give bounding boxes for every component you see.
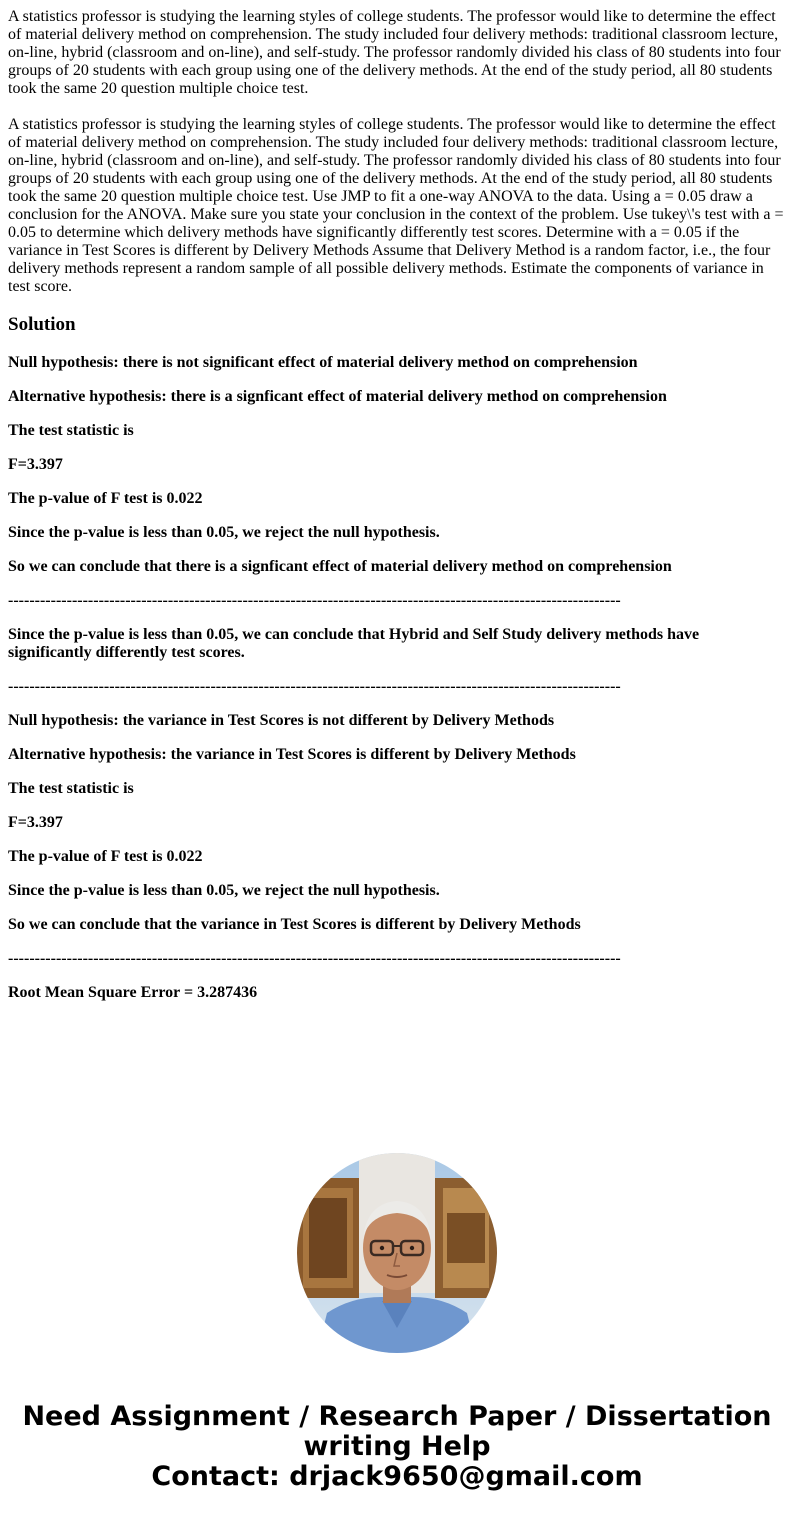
footer-line-1: Need Assignment / Research Paper / Dissertation xyxy=(22,1401,772,1432)
solution-heading: Solution xyxy=(8,314,76,335)
rmse-result: Root Mean Square Error = 3.287436 xyxy=(8,984,258,1001)
separator-3: ------------------------------------------------------------------------------------------------------------------- xyxy=(8,950,621,967)
part3-null-hypothesis: Null hypothesis: the variance in Test Scores is not different by Delivery Methods xyxy=(8,712,555,729)
part1-conclusion: So we can conclude that there is a signficant effect of material delivery method on comprehension xyxy=(8,558,672,575)
part1-alt-hypothesis: Alternative hypothesis: there is a signficant effect of material delivery method on comprehension xyxy=(8,388,667,405)
part1-pvalue: The p-value of F test is 0.022 xyxy=(8,490,203,507)
tutor-avatar xyxy=(297,1153,497,1353)
part1-stat-label: The test statistic is xyxy=(8,422,134,439)
tutor-portrait-image xyxy=(297,1153,497,1353)
part1-null-hypothesis: Null hypothesis: there is not significant effect of material delivery method on comprehension xyxy=(8,354,638,371)
separator-1: ------------------------------------------------------------------------------------------------------------------- xyxy=(8,592,621,609)
part3-stat-value: F=3.397 xyxy=(8,814,63,831)
part1-stat-value: F=3.397 xyxy=(8,456,63,473)
part2-conclusion: Since the p-value is less than 0.05, we can conclude that Hybrid and Self Study delivery methods have significantly differently test scores. xyxy=(8,626,700,661)
part3-conclusion: So we can conclude that the variance in Test Scores is different by Delivery Methods xyxy=(8,916,581,933)
part3-alt-hypothesis: Alternative hypothesis: the variance in Test Scores is different by Delivery Methods xyxy=(8,746,576,763)
solution-body xyxy=(8,354,786,1002)
part1-decision: Since the p-value is less than 0.05, we reject the null hypothesis. xyxy=(8,524,440,541)
part3-decision: Since the p-value is less than 0.05, we reject the null hypothesis. xyxy=(8,882,440,899)
footer-contact-line: Contact: drjack9650@gmail.com xyxy=(151,1461,643,1492)
document-body xyxy=(8,8,786,1018)
part3-stat-label: The test statistic is xyxy=(8,780,134,797)
footer-line-2: writing Help xyxy=(303,1431,491,1462)
contact-footer xyxy=(0,1402,794,1492)
separator-2: ------------------------------------------------------------------------------------------------------------------- xyxy=(8,678,621,695)
part3-pvalue: The p-value of F test is 0.022 xyxy=(8,848,203,865)
question-full: A statistics professor is studying the learning styles of college students. The professor would like to determine the effect of material delivery method on comprehension. The study included four delivery methods: traditional classroom lecture, on-line, hybrid (classroom and on-line), and self-study. The professor randomly divided his class of 80 students into four groups of 20 students with each group using one of the delivery methods. At the end of the study period, all 80 students took the same 20 question multiple choice test. Use JMP to fit a one-way ANOVA to the data. Using a = 0.05 draw a conclusion for the ANOVA. Make sure you state your conclusion in the context of the problem. Use tukey\'s test with a = 0.05 to determine which delivery methods have significantly differently test scores. Determine with a = 0.05 if the variance in Test Scores is different by Delivery Methods Assume that Delivery Method is a random factor, i.e., the four delivery methods represent a random sample of all possible delivery methods. Estimate the components of variance in test score. xyxy=(8,116,784,295)
question-intro: A statistics professor is studying the learning styles of college students. The professor would like to determine the effect of material delivery method on comprehension. The study included four delivery methods: traditional classroom lecture, on-line, hybrid (classroom and on-line), and self-study. The professor randomly divided his class of 80 students into four groups of 20 students with each group using one of the delivery methods. At the end of the study period, all 80 students took the same 20 question multiple choice test. xyxy=(8,8,781,97)
